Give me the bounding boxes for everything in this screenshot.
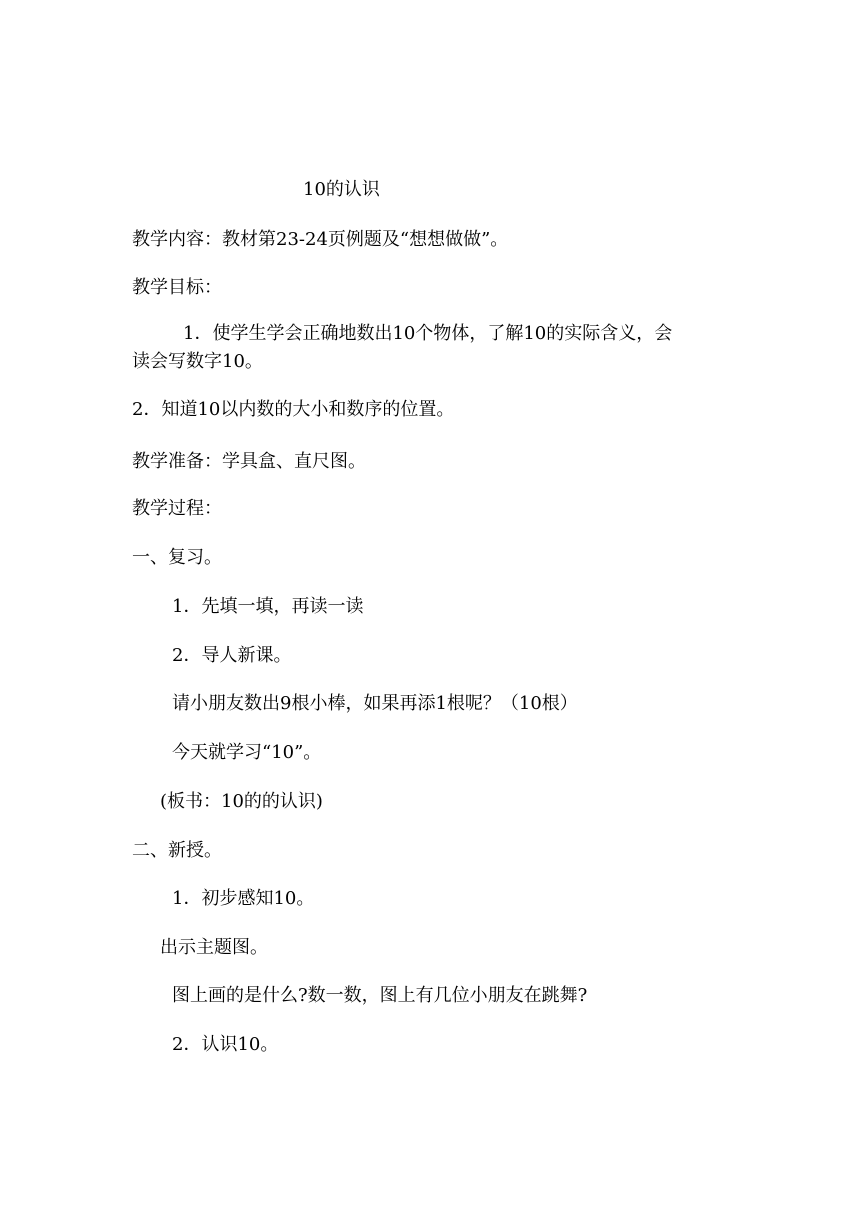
today-topic-line: 今天就学习“10”。 [172,742,322,763]
goal-2-line: 2．知道10以内数的大小和数序的位置。 [132,399,455,420]
document-title: 10的认识 [303,179,380,200]
teaching-content-line: 教学内容：教材第23-24页例题及“想想做做”。 [132,229,509,250]
new-lesson-item-1: 1．初步感知10。 [172,888,315,909]
section-review-heading: 一、复习。 [132,547,222,568]
teaching-prep-line: 教学准备：学具盒、直尺图。 [132,451,366,472]
goal-1-line-1: 1．使学生学会正确地数出10个物体，了解10的实际含义，会 [183,323,673,344]
new-lesson-item-2: 2．认识10。 [172,1034,279,1055]
teaching-process-heading: 教学过程： [132,498,222,519]
board-note-line: (板书：10的的认识) [160,791,323,812]
review-item-1: 1．先填一填，再读一读 [172,596,364,617]
review-question-line: 请小朋友数出9根小棒，如果再添1根呢？（10根） [172,693,578,714]
goal-1-line-2: 读会写数字10。 [132,351,263,372]
teaching-goals-heading: 教学目标： [132,277,222,298]
show-theme-picture-line: 出示主题图。 [160,937,268,958]
review-item-2: 2．导人新课。 [172,645,292,666]
picture-question-line: 图上画的是什么?数一数，图上有几位小朋友在跳舞? [172,985,588,1006]
section-new-lesson-heading: 二、新授。 [132,840,222,861]
